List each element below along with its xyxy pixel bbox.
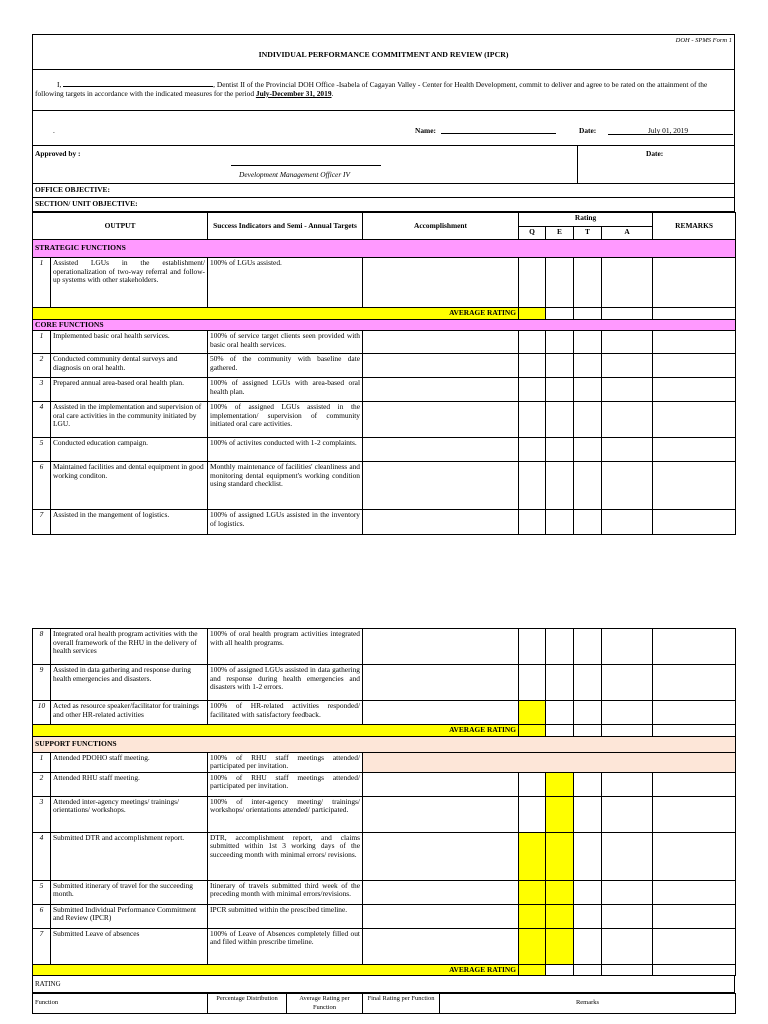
name-line[interactable]	[441, 133, 556, 134]
approver-position: Development Management Officer IV	[239, 170, 351, 179]
table-row: 10 Acted as resource speaker/facilitator for trainings and other HR-related activities 100% of HR-related activities responded/ facilitated with satisfactory feedback.	[33, 701, 736, 725]
col-q: Q	[519, 226, 546, 240]
table-row: 9 Assisted in data gathering and response during health emergencies and disasters. 100% of assigned LGUs assisted in data gathering and response during health emergencies and disasters with 1-2 errors.	[33, 665, 736, 701]
table-row: 2 Attended RHU staff meeting. 100% of RHU staff meetings attended/ participated per invitation.	[33, 772, 736, 796]
table-row: 6 Maintained facilities and dental equipment in good working conditon. Monthly maintenance of facilities' cleanliness and monitoring dental equipment's working condition using standard checklist.	[33, 462, 736, 510]
col-rating: Rating	[519, 213, 653, 227]
table-row: 1 Attended PDOHO staff meeting. 100% of RHU staff meetings attended/ participated per invitation.	[33, 752, 736, 772]
table-row: 2 Conducted community dental surveys and diagnosis on oral health. 50% of the community with baseline date gathered.	[33, 354, 736, 378]
col-t: T	[574, 226, 602, 240]
summary-percentage: Percentage Distribution	[208, 994, 287, 1014]
section-support: SUPPORT FUNCTIONS	[33, 736, 736, 752]
summary-average: Average Rating per Function	[287, 994, 363, 1014]
table-row: 5 Submitted itinerary of travel for the succeeding month. Itinerary of travels submitted third week of the preceding month with minimal errors/revisions.	[33, 880, 736, 904]
form-code: DOH - SPMS Form 1	[675, 37, 732, 44]
section-core: CORE FUNCTIONS	[33, 319, 736, 331]
ipcr-page-1	[32, 34, 735, 535]
col-a: A	[602, 226, 653, 240]
approver-line[interactable]	[231, 165, 381, 166]
table-row: 3 Attended inter-agency meetings/ trainings/ orientations/ workshops. 100% of inter-agency meeting/ trainings/ workshops/ orientations attended/ participated.	[33, 796, 736, 832]
rating-summary-table	[32, 993, 736, 1014]
date-label: Date:	[579, 126, 597, 135]
office-objective: OFFICE OBJECTIVE:	[32, 184, 735, 198]
name-label: Name:	[415, 126, 436, 135]
col-accomplishment: Accomplishment	[363, 213, 519, 240]
col-e: E	[546, 226, 574, 240]
period: July-December 31, 2019	[255, 89, 332, 98]
summary-final: Final Rating per Function	[363, 994, 440, 1014]
sign-box: . Name: Date: July 01, 2019	[32, 111, 735, 146]
table-row: 6 Submitted Individual Performance Commitment and Review (IPCR) IPCR submitted within the prescibed timeline.	[33, 904, 736, 928]
table-row: 8 Integrated oral health program activities with the overall framework of the RHU in the delivery of health services 100% of oral health program activities integrated with all health programs.	[33, 629, 736, 665]
ipcr-table-1	[32, 212, 736, 535]
table-row: 3 Prepared annual area-based oral health plan. 100% of assigned LGUs with area-based oral health plan.	[33, 378, 736, 402]
ipcr-table-2	[32, 628, 736, 976]
table-row: 1 Assisted LGUs in the establishment/ operationalization of two-way referral and follow-up systems with other stakeholders. 100% of LGUs assisted.	[33, 258, 736, 308]
summary-remarks: Remarks	[440, 994, 736, 1014]
table-row: 1 Implemented basic oral health services. 100% of service target clients seen provided with basic oral health services.	[33, 331, 736, 354]
summary-header-row	[33, 994, 736, 1014]
average-rating-row: AVERAGE RATING	[33, 308, 736, 320]
ipcr-page-2	[32, 628, 735, 1014]
col-output: OUTPUT	[33, 213, 208, 240]
section-objective: SECTION/ UNIT OBJECTIVE:	[32, 198, 735, 212]
approved-label: Approved by :	[35, 149, 81, 158]
column-header-row	[33, 213, 736, 227]
form-title: INDIVIDUAL PERFORMANCE COMMITMENT AND REVIEW (IPCR)	[258, 50, 509, 59]
table-row: 4 Submitted DTR and accomplishment report. DTR, accomplishment report, and claims submitted within 1st 3 working days of the succeeding month with minimal errors/ revisions.	[33, 832, 736, 880]
form-header	[32, 34, 735, 70]
summary-function: Function	[33, 994, 208, 1014]
table-row: 4 Assisted in the implementation and supervision of oral care activities in the community initiated by LGU. 100% of assigned LGUs assisted in the implementation/ supervision of community initiated oral care activities.	[33, 402, 736, 438]
name-blank[interactable]	[63, 80, 213, 87]
rating-summary-label: RATING	[32, 976, 735, 993]
table-row: 7 Assisted in the mangement of logistics. 100% of assigned LGUs assisted in the inventory of logistics.	[33, 510, 736, 535]
date-line	[608, 134, 733, 135]
date-value: July 01, 2019	[648, 126, 689, 135]
commitment-box	[32, 70, 735, 111]
average-rating-row: AVERAGE RATING	[33, 725, 736, 737]
col-remarks: REMARKS	[653, 213, 736, 240]
average-rating-row: AVERAGE RATING	[33, 964, 736, 976]
approved-date-label: Date:	[646, 149, 664, 158]
table-row: 7 Submitted Leave of absences 100% of Leave of Absences completely filled out and filed within prescribe timeline.	[33, 928, 736, 964]
commitment-text: I, , Dentist II of the Provincial DOH Office -Isabela of Cagayan Valley - Center for Health Development, commit to deliver and agree to be rated on the attainment of the following targets in accordance with the indicated measures for the period July-December 31, 2019.	[35, 80, 708, 98]
approved-box	[32, 146, 735, 184]
approved-divider	[577, 146, 578, 183]
col-indicators: Success Indicators and Semi - Annual Targets	[208, 213, 363, 240]
section-strategic: STRATEGIC FUNCTIONS	[33, 240, 736, 258]
table-row: 5 Conducted education campaign. 100% of activites conducted with 1-2 complaints.	[33, 438, 736, 462]
